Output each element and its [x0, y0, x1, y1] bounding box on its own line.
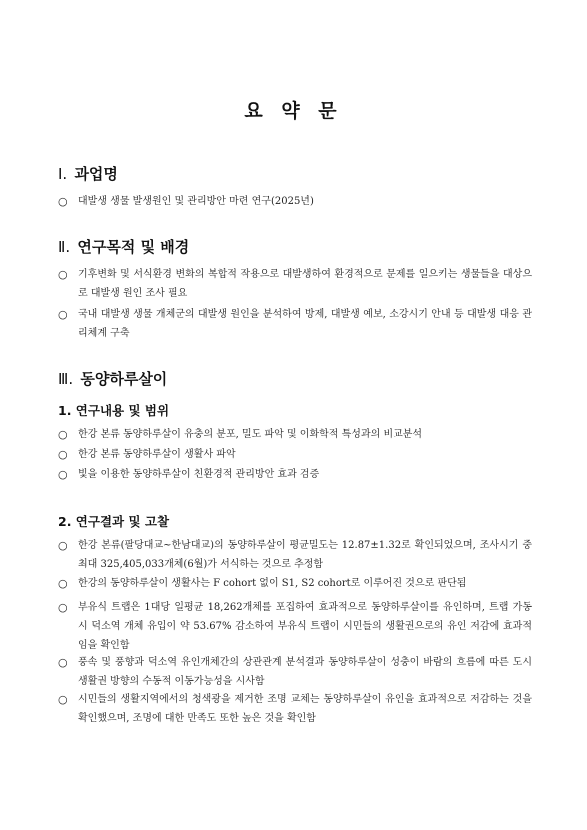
list-item	[58, 465, 532, 484]
item-text: 부유식 트랩은 1대당 일평균 18,262개체를 포집하여 효과적으로 동양하루살이를 유인하며, 트랩 가동 시 덕소역 개체 유입이 약 53.67% 감소하여 부유식 트랩이 시민들의 생활권으로의 유인 저감에 효과적임을 확인함	[78, 602, 532, 651]
circle-bullet-icon: ○	[58, 448, 68, 461]
section-number: Ⅱ.	[58, 238, 71, 256]
list-item	[58, 598, 532, 655]
item-text: 한강 본류 동양하루살이 생활사 파악	[78, 449, 236, 460]
item-text: 대발생 생물 발생원인 및 관리방안 마련 연구(2025년)	[78, 196, 314, 207]
item-text: 한강의 동양하루살이 생활사는 F cohort 없이 S1, S2 cohort로 이루어진 것으로 판단됨	[78, 578, 467, 589]
circle-bullet-icon: ○	[58, 539, 68, 552]
subsection-heading-1: 1. 연구내용 및 범위	[58, 403, 170, 418]
item-text: 한강 본류(팔당대교~한남대교)의 동양하루살이 평균밀도는 12.87±1.32로 확인되었으며, 조사시기 중 최대 325,405,033개체(6월)가 서식하는 것으로 추정함	[78, 540, 532, 570]
list-item	[58, 445, 532, 464]
section-title: 동양하루살이	[80, 370, 168, 388]
circle-bullet-icon: ○	[58, 308, 68, 321]
list-item	[58, 536, 532, 574]
circle-bullet-icon: ○	[58, 195, 68, 208]
section-number: Ⅰ.	[58, 165, 68, 183]
list-item	[58, 653, 532, 691]
circle-bullet-icon: ○	[58, 601, 68, 614]
section-number: Ⅲ.	[58, 370, 74, 388]
page-title: 요 약 문	[244, 100, 343, 122]
list-item	[58, 265, 532, 303]
circle-bullet-icon: ○	[58, 268, 68, 281]
list-item	[58, 425, 532, 444]
item-text: 빛을 이용한 동양하루살이 친환경적 관리방안 효과 검증	[78, 469, 320, 480]
list-item	[58, 574, 532, 593]
list-item	[58, 690, 532, 728]
item-text: 시민들의 생활지역에서의 청색광을 제거한 조명 교체는 동양하루살이 유인을 효과적으로 저감하는 것을 확인했으며, 조명에 대한 만족도 또한 높은 것을 확인함	[78, 694, 532, 724]
section-heading-1	[58, 163, 118, 184]
circle-bullet-icon: ○	[58, 693, 68, 706]
item-text: 기후변화 및 서식환경 변화의 복합적 작용으로 대발생하여 환경적으로 문제를 일으키는 생물들을 대상으로 대발생 원인 조사 필요	[78, 269, 532, 299]
item-text: 한강 본류 동양하루살이 유충의 분포, 밀도 파악 및 이화학적 특성과의 비교분석	[78, 429, 423, 440]
list-item	[58, 305, 532, 343]
list-item	[58, 192, 532, 211]
section-heading-2	[58, 236, 189, 257]
section-title: 연구목적 및 배경	[77, 238, 190, 256]
section-heading-3	[58, 368, 167, 389]
circle-bullet-icon: ○	[58, 656, 68, 669]
section-title: 과업명	[74, 165, 118, 183]
subsection-heading-2: 2. 연구결과 및 고찰	[58, 514, 170, 529]
circle-bullet-icon: ○	[58, 428, 68, 441]
circle-bullet-icon: ○	[58, 577, 68, 590]
circle-bullet-icon: ○	[58, 468, 68, 481]
item-text: 국내 대발생 생물 개체군의 대발생 원인을 분석하여 방제, 대발생 예보, 소강시기 안내 등 대발생 대응 관리체계 구축	[78, 309, 532, 339]
item-text: 풍속 및 풍향과 덕소역 유인개체간의 상관관계 분석결과 동양하루살이 성충이 바람의 흐름에 따른 도시 생활권 방향의 수동적 이동가능성을 시사함	[78, 657, 532, 687]
